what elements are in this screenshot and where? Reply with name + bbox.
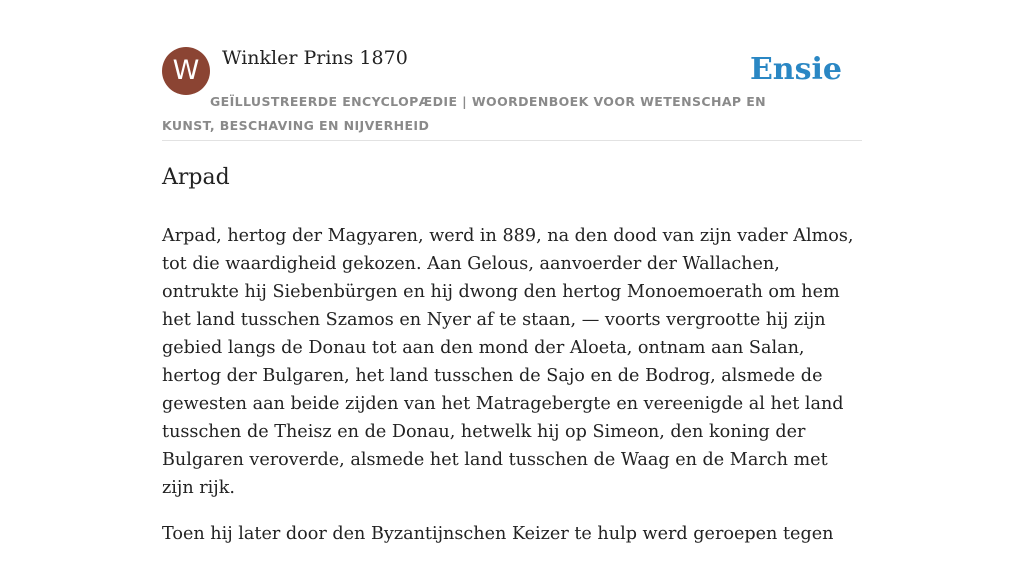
article (162, 162, 862, 566)
source-title-link[interactable]: Winkler Prins 1870 (222, 47, 408, 69)
article-paragraph: Toen hij later door den Byzantijnschen Keizer te hulp werd geroepen tegen (162, 524, 834, 544)
source-header (162, 46, 862, 141)
ensie-logo[interactable]: Ensie (749, 52, 842, 87)
source-subtitle: GEÏLLUSTREERDE ENCYCLOPÆDIE | WOORDENBOEK VOOR WETENSCHAP EN KUNST, BESCHAVING EN NIJVERHEID (162, 94, 767, 133)
source-avatar[interactable]: W (162, 47, 210, 95)
article-title: Arpad (162, 165, 230, 190)
article-paragraph: Arpad, hertog der Magyaren, werd in 889, na den dood van zijn vader Almos, tot die waardigheid gekozen. Aan Gelous, aanvoerder der Wallachen, ontrukte hij Siebenbürgen en hij dwong den hertog Monoemoerath om hem het land tusschen Szamos en Nyer af te staan, — voorts vergrootte hij zijn gebied langs de Donau tot aan den mond der Aloeta, ontnam aan Salan, hertog der Bulgaren, het land tusschen de Sajo en de Bodrog, alsmede de gewesten aan beide zijden van het Matragebergte en vereenigde al het land tusschen de Theisz en de Donau, hetwelk hij op Simeon, den koning der Bulgaren veroverde, alsmede het land tusschen de Waag en de March met zijn rijk. (162, 226, 854, 498)
